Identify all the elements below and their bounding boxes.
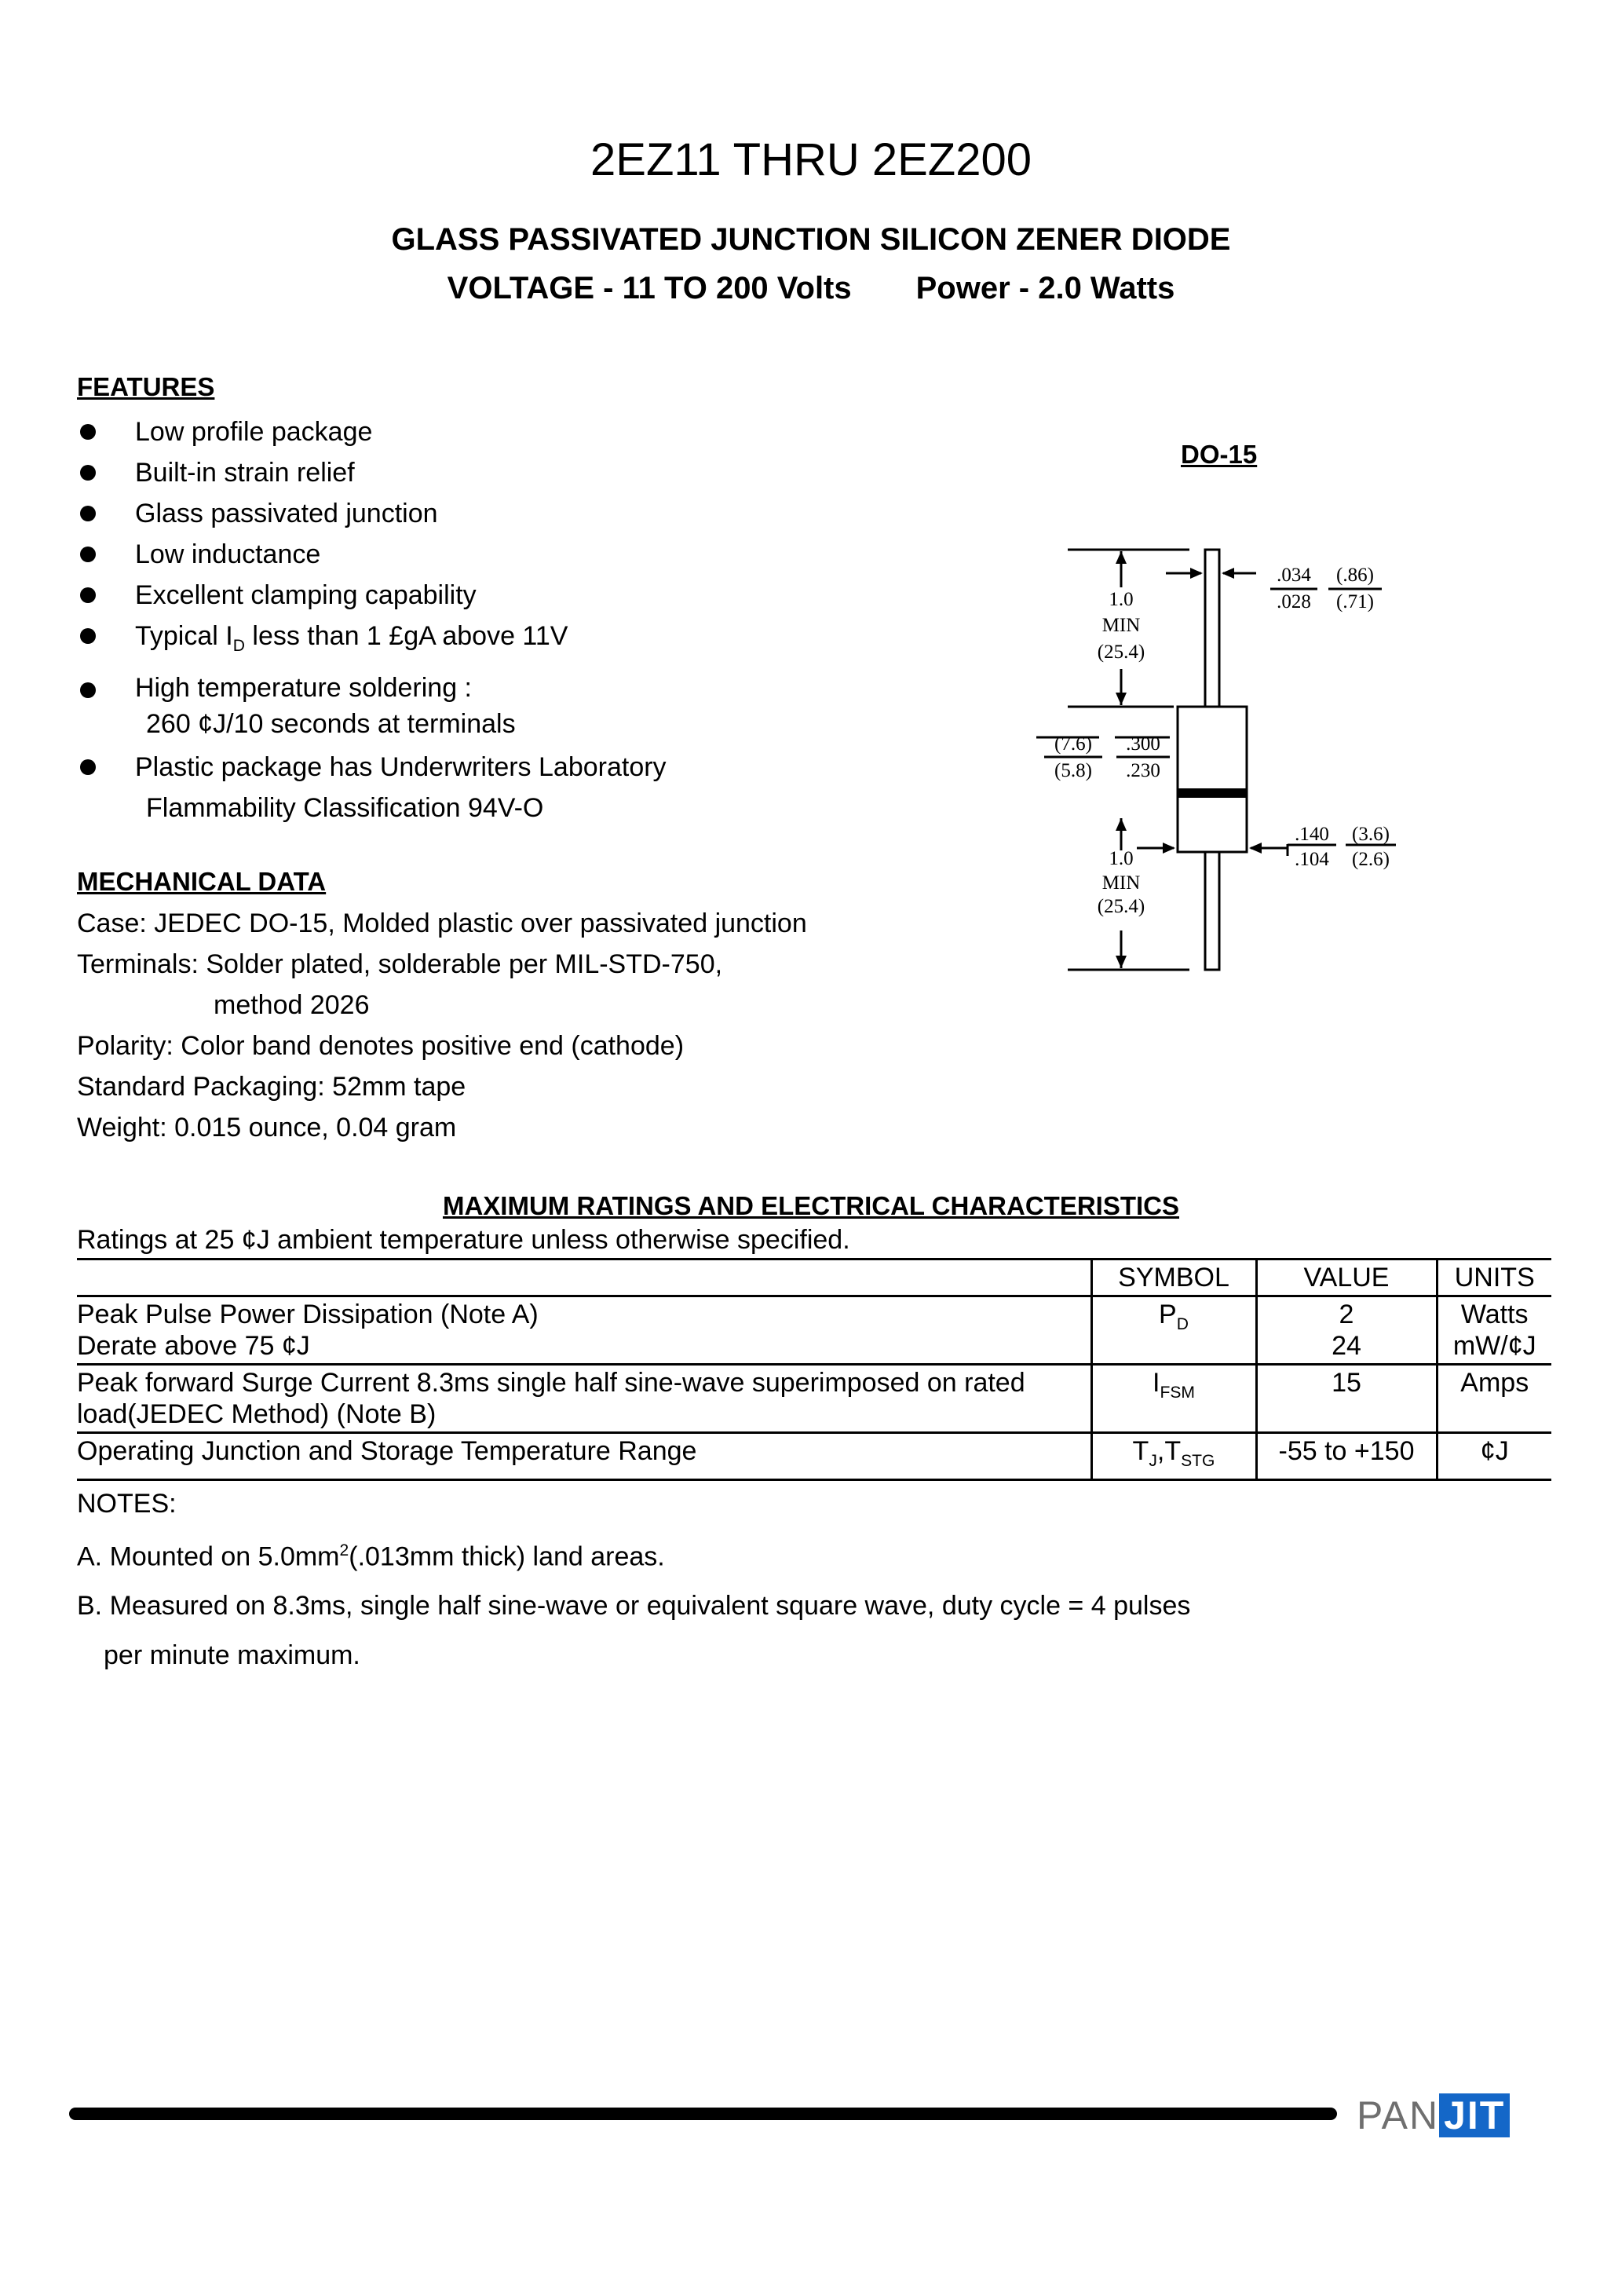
value-cell: 15 [1256,1365,1437,1433]
dim-label: (25.4) [1097,642,1145,663]
dim-label: .230 [1126,760,1160,781]
unit-cell: ¢J [1437,1433,1551,1480]
dim-label: MIN [1101,615,1141,636]
dim-label: .028 [1277,591,1311,612]
bullet-icon [80,628,96,644]
notes [77,1488,1190,1671]
dim-label: (.71) [1336,591,1374,612]
feature-item: Low inductance [77,534,1019,575]
page-title: 2EZ11 THRU 2EZ200 [590,134,1032,185]
arrowhead-icon [1116,693,1127,705]
logo-jit: JIT [1439,2093,1510,2137]
unit-cell: Amps [1437,1365,1551,1433]
ratings-note: Ratings at 25 ¢J ambient temperature unless otherwise specified. [77,1225,850,1255]
mech-packaging: Standard Packaging: 52mm tape [77,1072,466,1102]
table-row [77,1365,1551,1433]
feature-item-typical: Typical $I_D$ less than 1 £gA above 11V [77,616,1019,667]
top-lead [1205,550,1219,707]
dim-label: 1.0 [1109,848,1134,869]
package-label: DO-15 [1181,440,1258,469]
mech-weight: Weight: 0.015 ounce, 0.04 gram [77,1113,457,1143]
mechanical-heading: MECHANICAL DATA [77,867,327,896]
mech-terminals-cont: method 2026 [214,990,370,1020]
symbol-cell: $P_D$ [1091,1296,1256,1365]
bullet-icon [80,682,96,698]
arrowhead-icon [1116,956,1127,968]
feature-item-plastic: Plastic package has Underwriters Laboratory Flammability Classification 94V-O [77,747,1019,828]
value-cell: -55 to +150 [1256,1433,1437,1480]
param-cell: Operating Junction and Storage Temperature Range [77,1433,1091,1480]
logo-pan: PAN [1357,2093,1440,2137]
dim-label: (3.6) [1352,824,1390,845]
unit-cell: Watts mW/¢J [1437,1296,1551,1365]
voltage-power-line [0,271,1622,306]
dim-label: .034 [1277,565,1311,586]
col-header-symbol: SYMBOL [1091,1260,1256,1296]
ratings-heading: MAXIMUM RATINGS AND ELECTRICAL CHARACTERISTICS [442,1191,1180,1220]
param-cell: Peak Pulse Power Dissipation (Note A) Derate above 75 ¢J [77,1296,1091,1365]
dim-label: (.86) [1336,565,1374,586]
voltage-rating: VOLTAGE - 11 TO 200 Volts [447,271,852,305]
mech-terminals: Terminals: Solder plated, solderable per MIL-STD-750, [77,949,723,979]
arrowhead-icon [1163,843,1175,854]
dim-label: MIN [1101,872,1141,894]
diode-body [1178,707,1247,852]
subtitle: GLASS PASSIVATED JUNCTION SILICON ZENER DIODE [391,222,1231,257]
do15-package-diagram [1021,534,1429,989]
col-header-units: UNITS [1437,1260,1551,1296]
power-rating: Power - 2.0 Watts [915,271,1175,305]
feature-item-soldering: High temperature soldering : 260 ¢J/10 seconds at terminals [77,670,1019,742]
footer-rule [69,2108,1337,2120]
dim-label: (7.6) [1054,733,1092,755]
mech-case: Case: JEDEC DO-15, Molded plastic over passivated junction [77,909,807,938]
bullet-icon [80,759,96,775]
bullet-icon [80,547,96,562]
feature-item: Built-in strain relief [77,452,1019,493]
dim-label: (5.8) [1054,760,1092,781]
value-cell: 2 24 [1256,1296,1437,1365]
table-row [77,1433,1551,1480]
dim-label: (25.4) [1097,896,1145,917]
feature-item: Excellent clamping capability [77,575,1019,616]
dim-label: (2.6) [1352,849,1390,870]
panjit-logo [1357,2093,1510,2137]
bullet-icon [80,424,96,440]
note-b-cont: per minute maximum. [104,1640,360,1671]
note-b: B. Measured on 8.3ms, single half sine-wave or equivalent square wave, duty cycle = 4 pulses [77,1591,1191,1621]
feature-item: Low profile package [77,411,1019,452]
features-heading: FEATURES [77,372,215,401]
arrowhead-icon [1116,551,1127,564]
table-row [77,1296,1551,1365]
bullet-icon [80,587,96,603]
dim-label: .300 [1126,733,1160,755]
arrowhead-icon [1222,568,1234,579]
arrowhead-icon [1116,818,1127,831]
param-cell: Peak forward Surge Current 8.3ms single half sine-wave superimposed on rated load(JEDEC Method) (Note B) [77,1365,1091,1433]
ratings-table [77,1258,1551,1481]
mech-polarity: Polarity: Color band denotes positive end (cathode) [77,1031,685,1061]
dim-label: 1.0 [1109,589,1134,610]
symbol-cell: $T_J,T_{STG}$ [1091,1433,1256,1480]
bullet-icon [80,465,96,481]
symbol-cell: $I_{FSM}$ [1091,1365,1256,1433]
notes-heading: NOTES: [77,1489,177,1519]
note-a: A. Mounted on $5.0mm^2(.013mm$ thick) land areas. [77,1541,665,1572]
bottom-lead [1205,852,1219,970]
cathode-band [1178,788,1247,798]
dim-label: .140 [1295,824,1329,845]
features-list [77,411,1019,828]
feature-item: Glass passivated junction [77,493,1019,534]
arrowhead-icon [1249,843,1262,854]
bullet-icon [80,506,96,521]
arrowhead-icon [1190,568,1203,579]
table-header-row [77,1260,1551,1296]
col-header-value: VALUE [1256,1260,1437,1296]
dim-label: .104 [1295,849,1329,870]
mechanical-data [77,903,1019,1148]
